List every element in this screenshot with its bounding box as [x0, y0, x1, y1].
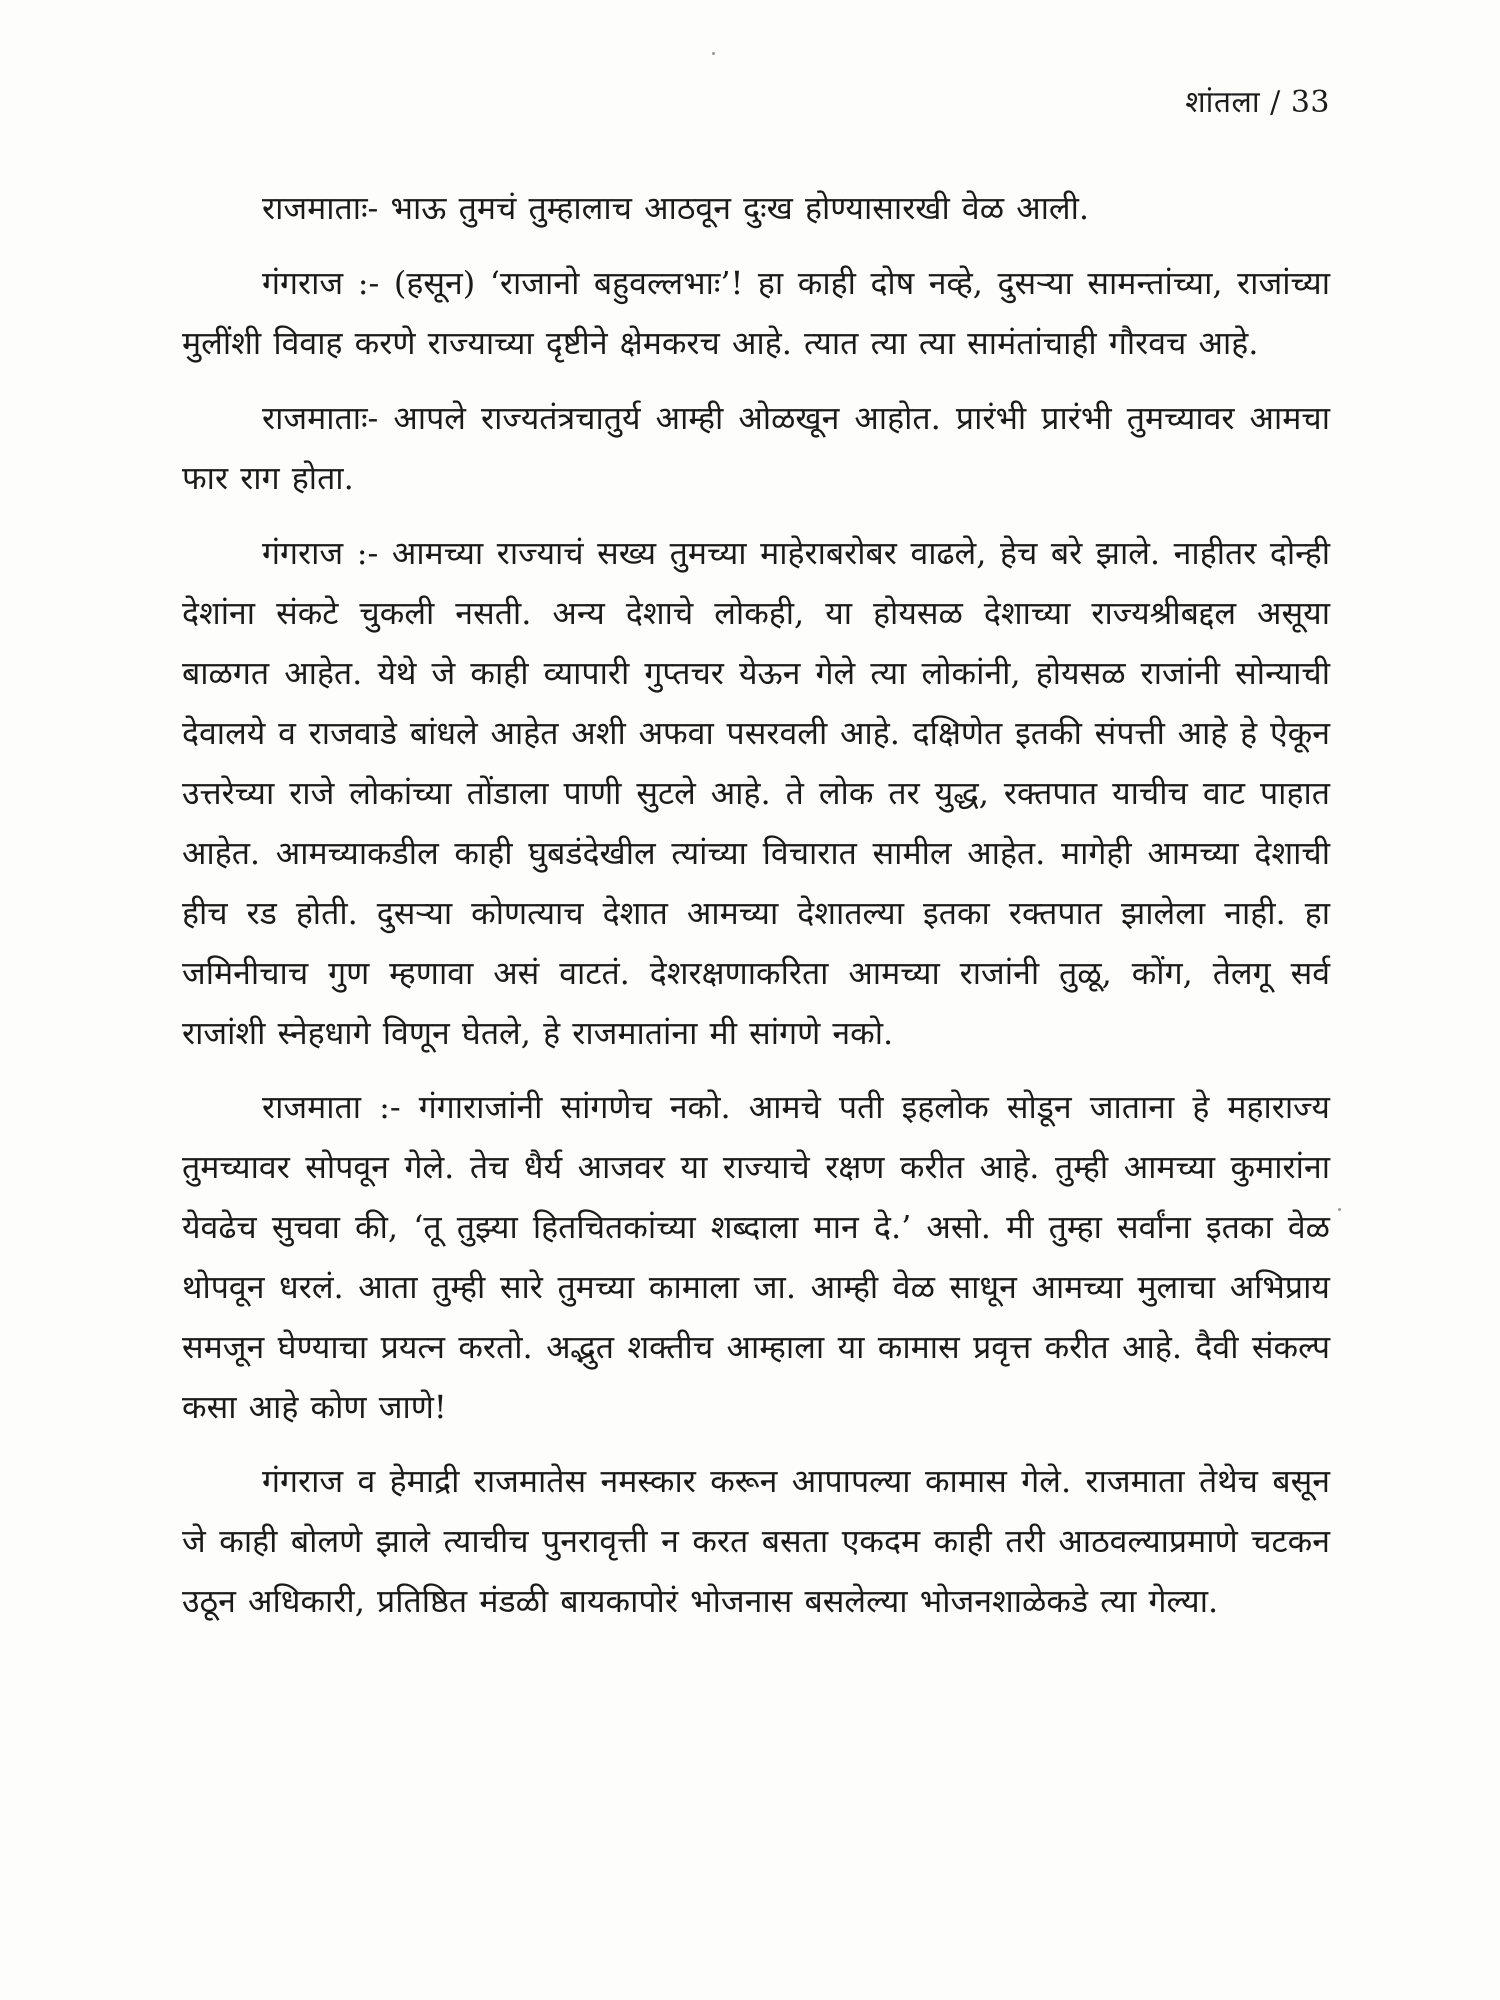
- paper-speck: [712, 52, 715, 55]
- paragraph-3: राजमाताः- आपले राज्यतंत्रचातुर्य आम्ही ओळखून आहोत. प्रारंभी प्रारंभी तुमच्यावर आमचा फार राग होता.: [182, 398, 1330, 497]
- paragraph-5: राजमाता :- गंगाराजांनी सांगणेच नको. आमचे पती इहलोक सोडून जाताना हे महाराज्य तुमच्यावर सोपवून गेले. तेच धैर्य आजवर या राज्याचे रक्षण करीत आहे. तुम्ही आमच्या कुमारांना येवढेच सुचवा की, ‘तू तुझ्या हितचितकांच्या शब्दाला मान दे.’ असो. मी तुम्हा सर्वांना इतका वेळ थोपवून धरलं. आता तुम्ही सारे तुमच्या कामाला जा. आम्ही वेळ साधून आमच्या मुलाचा अभिप्राय समजून घेण्याचा प्रयत्न करतो. अद्भुत शक्तीच आम्हाला या कामास प्रवृत्त करीत आहे. दैवी संकल्प कसा आहे कोण जाणे!: [182, 1087, 1330, 1426]
- paragraph-2: गंगराज :- (हसून) ‘राजानो बहुवल्लभाः’! हा काही दोष नव्हे, दुसऱ्या सामन्तांच्या, राजांच्या मुलींशी विवाह करणे राज्याच्या दृष्टीने क्षेमकरच आहे. त्यात त्या त्या सामंतांचाही गौरवच आहे.: [182, 263, 1330, 362]
- paragraph-6: गंगराज व हेमाद्री राजमातेस नमस्कार करून आपापल्या कामास गेले. राजमाता तेथेच बसून जे काही बोलणे झाले त्याचीच पुनरावृत्ती न करत बसता एकदम काही तरी आठवल्याप्रमाणे चटकन उठून अधिकारी, प्रतिष्ठित मंडळी बायकापोरं भोजनास बसलेल्या भोजनशाळेकडे त्या गेल्या.: [182, 1461, 1330, 1620]
- paragraph-1: राजमाताः- भाऊ तुमचं तुम्हालाच आठवून दुःख होण्यासारखी वेळ आली.: [262, 189, 1090, 227]
- paper-speck: [1338, 1208, 1341, 1211]
- body-text: [182, 178, 1330, 1645]
- running-head: शांतला / 33: [1185, 85, 1330, 120]
- paragraph-4: गंगराज :- आमच्या राज्याचं सख्य तुमच्या माहेराबरोबर वाढले, हेच बरे झाले. नाहीतर दोन्ही देशांना संकटे चुकली नसती. अन्य देशाचे लोकही, या होयसळ देशाच्या राज्यश्रीबद्दल असूया बाळगत आहेत. येथे जे काही व्यापारी गुप्तचर येऊन गेले त्या लोकांनी, होयसळ राजांनी सोन्याची देवालये व राजवाडे बांधले आहेत अशी अफवा पसरवली आहे. दक्षिणेत इतकी संपत्ती आहे हे ऐकून उत्तरेच्या राजे लोकांच्या तोंडाला पाणी सुटले आहे. ते लोक तर युद्ध, रक्तपात याचीच वाट पाहात आहेत. आमच्याकडील काही घुबडंदेखील त्यांच्या विचारात सामील आहेत. मागेही आमच्या देशाची हीच रड होती. दुसऱ्या कोणत्याच देशात आमच्या देशातल्या इतका रक्तपात झालेला नाही. हा जमिनीचाच गुण म्हणावा असं वाटतं. देशरक्षणाकरिता आमच्या राजांनी तुळू, कोंग, तेलगू सर्व राजांशी स्नेहधागे विणून घेतले, हे राजमातांना मी सांगणे नको.: [182, 533, 1330, 1052]
